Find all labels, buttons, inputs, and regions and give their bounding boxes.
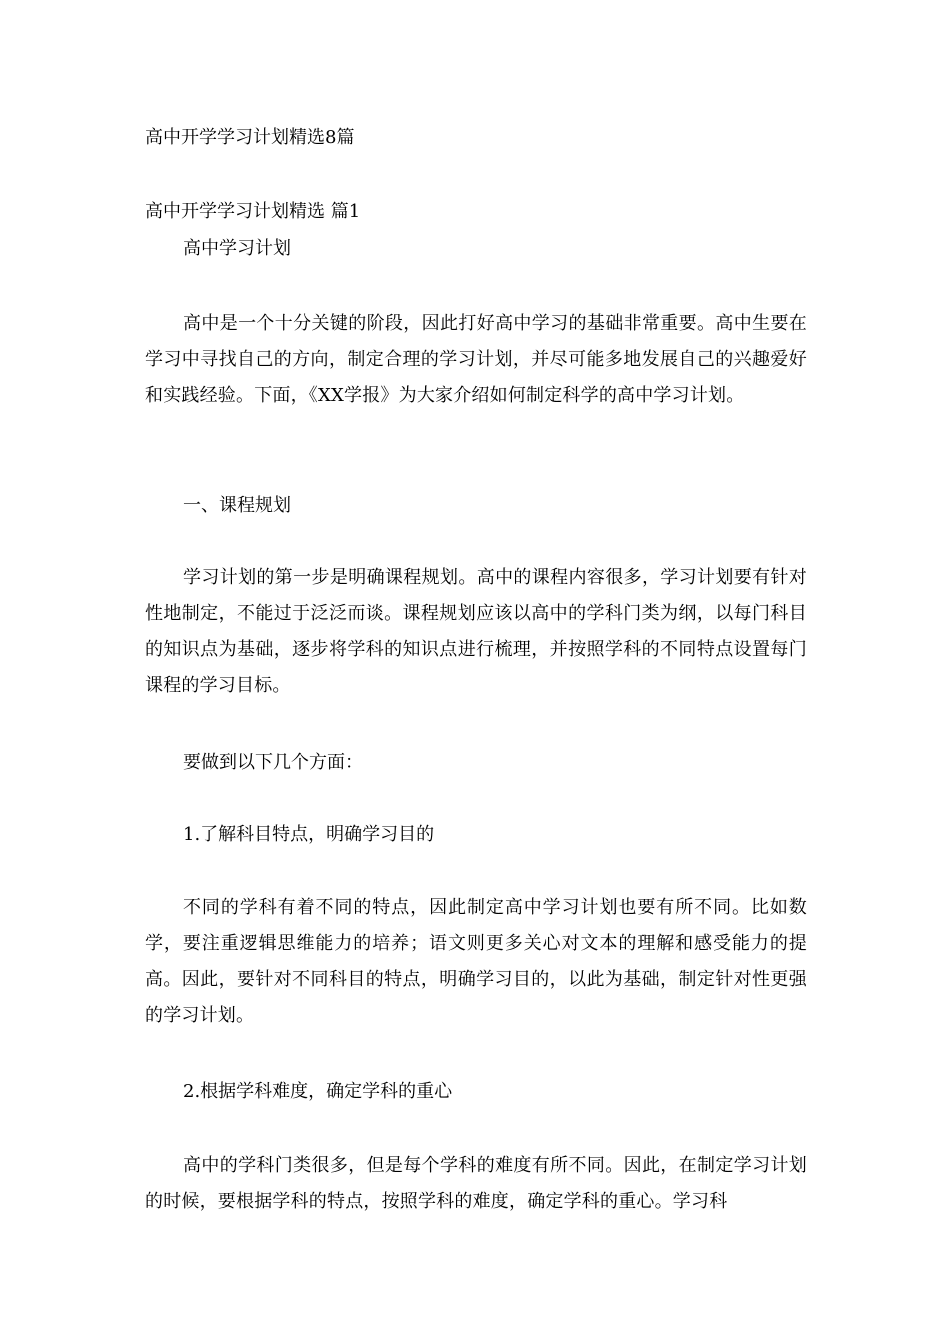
- paragraph-point-1: 不同的学科有着不同的特点，因此制定高中学习计划也要有所不同。比如数学，要注重逻辑思维能力的培养；语文则更多关心对文本的理解和感受能力的提高。因此，要针对不同科目的特点，明确学习目的，以此为基础，制定针对性更强的学习计划。: [145, 897, 807, 1026]
- document-title: 高中开学学习计划精选8篇: [145, 127, 355, 148]
- point-1-title: 1.了解科目特点，明确学习目的: [183, 824, 435, 845]
- point-2-title: 2.根据学科难度，确定学科的重心: [183, 1081, 453, 1102]
- subtitle: 高中学习计划: [183, 238, 291, 259]
- paragraph-intro: 高中是一个十分关键的阶段，因此打好高中学习的基础非常重要。高中生要在学习中寻找自己的方向，制定合理的学习计划，并尽可能多地发展自己的兴趣爱好和实践经验。下面，《XX学报》为大家介绍如何制定科学的高中学习计划。: [145, 313, 807, 406]
- aspects-intro: 要做到以下几个方面：: [183, 752, 363, 773]
- heading-course-plan: 一、课程规划: [183, 495, 291, 516]
- paragraph-point-2: 高中的学科门类很多，但是每个学科的难度有所不同。因此，在制定学习计划的时候，要根据学科的特点，按照学科的难度，确定学科的重心。学习科: [145, 1155, 807, 1212]
- paragraph-course-plan: 学习计划的第一步是明确课程规划。高中的课程内容很多，学习计划要有针对性地制定，不能过于泛泛而谈。课程规划应该以高中的学科门类为纲，以每门科目的知识点为基础，逐步将学科的知识点进行梳理，并按照学科的不同特点设置每门课程的学习目标。: [145, 567, 807, 696]
- section-heading: 高中开学学习计划精选 篇1: [145, 201, 361, 222]
